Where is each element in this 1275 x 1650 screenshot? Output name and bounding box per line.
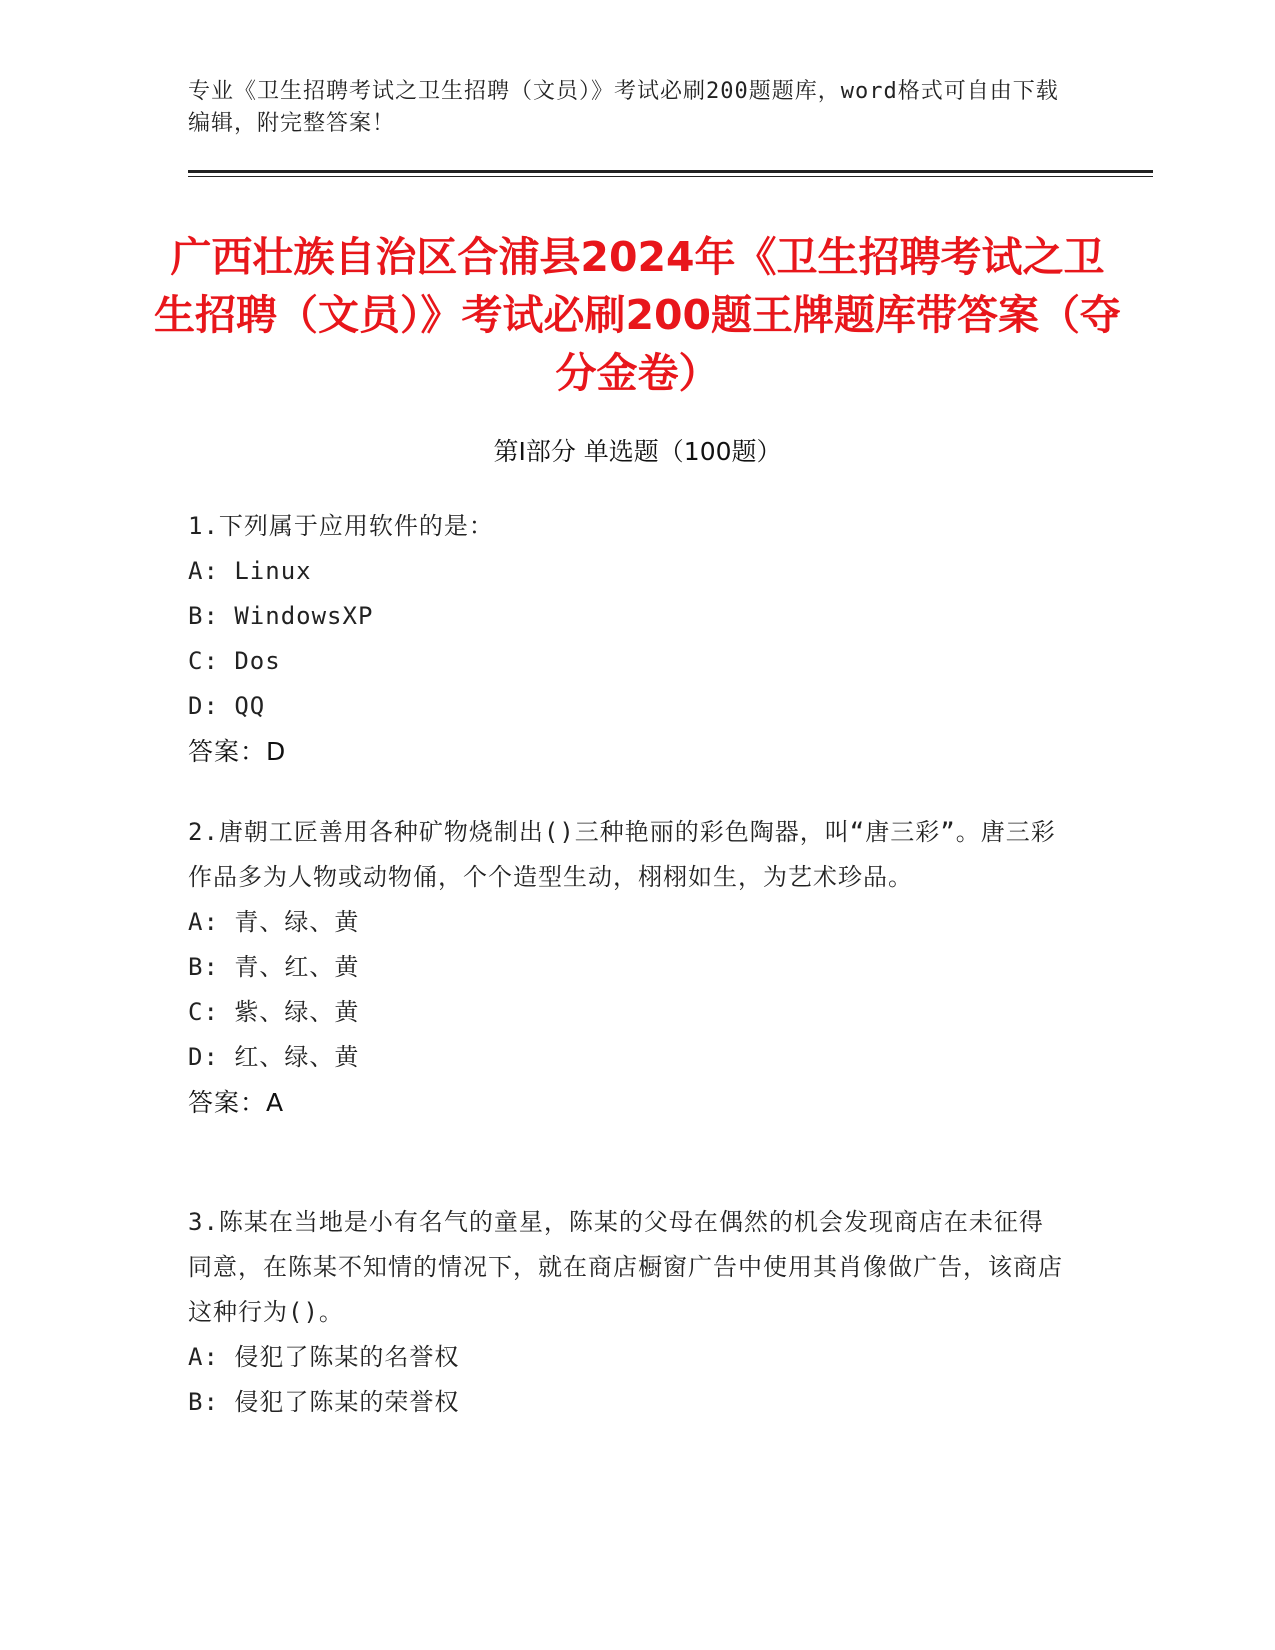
question-2 bbox=[188, 810, 1068, 1125]
question-stem: 1.下列属于应用软件的是： bbox=[188, 512, 494, 540]
section-heading: 第Ⅰ部分 单选题（100题） bbox=[493, 437, 782, 466]
header-divider-thick bbox=[188, 170, 1153, 173]
answer: 答案：A bbox=[188, 1088, 285, 1117]
question-1 bbox=[188, 504, 1068, 774]
option-b: B: 侵犯了陈某的荣誉权 bbox=[188, 1388, 460, 1416]
option-a: A: 侵犯了陈某的名誉权 bbox=[188, 1343, 460, 1371]
option-c: C: 紫、绿、黄 bbox=[188, 998, 360, 1026]
header-divider-thin bbox=[188, 176, 1153, 177]
document-title: 广西壮族自治区合浦县2024年《卫生招聘考试之卫生招聘（文员）》考试必刷200题王牌题库带答案（夺分金卷） bbox=[153, 233, 1122, 397]
answer: 答案：D bbox=[188, 737, 287, 766]
question-stem: 3.陈某在当地是小有名气的童星，陈某的父母在偶然的机会发现商店在未征得同意，在陈某不知情的情况下，就在商店橱窗广告中使用其肖像做广告，该商店这种行为()。 bbox=[188, 1208, 1063, 1326]
option-d: D: 红、绿、黄 bbox=[188, 1043, 360, 1071]
option-a: A: 青、绿、黄 bbox=[188, 908, 360, 936]
header-note: 专业《卫生招聘考试之卫生招聘（文员）》考试必刷200题题库，word格式可自由下载编辑，附完整答案！ bbox=[188, 79, 1059, 136]
option-a: A: Linux bbox=[188, 557, 312, 585]
option-b: B: 青、红、黄 bbox=[188, 953, 360, 981]
option-b: B: WindowsXP bbox=[188, 602, 374, 630]
option-d: D: QQ bbox=[188, 692, 266, 720]
question-stem: 2.唐朝工匠善用各种矿物烧制出()三种艳丽的彩色陶器，叫“唐三彩”。唐三彩作品多为人物或动物俑，个个造型生动，栩栩如生，为艺术珍品。 bbox=[188, 818, 1056, 891]
question-3 bbox=[188, 1200, 1068, 1425]
option-c: C: Dos bbox=[188, 647, 281, 675]
